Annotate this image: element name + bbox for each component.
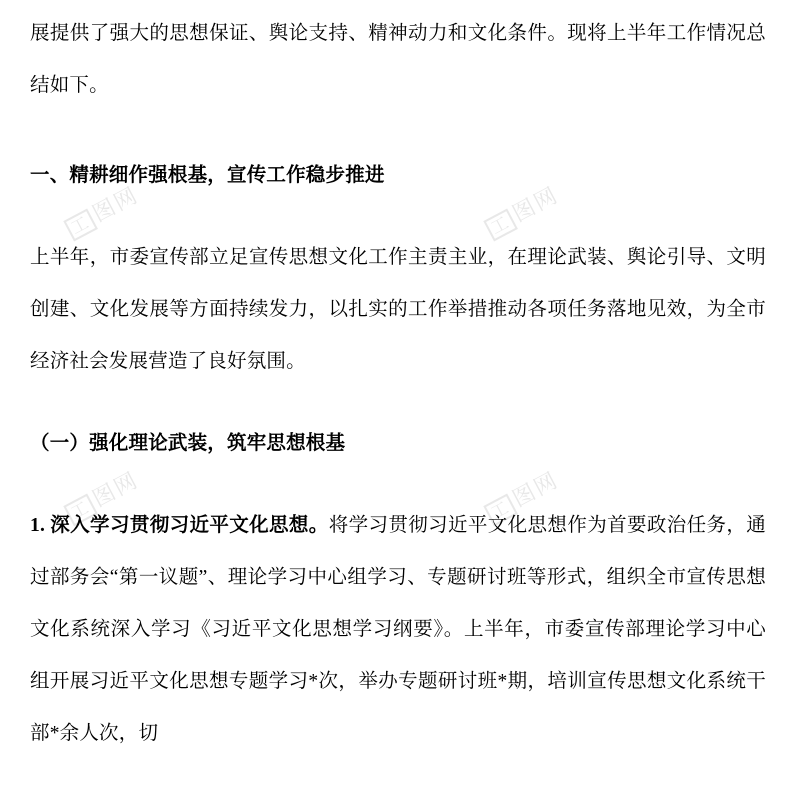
paragraph-item-one (30, 500, 766, 760)
paragraph-intro: 展提供了强大的思想保证、舆论支持、精神动力和文化条件。现将上半年工作情况总结如下。 (30, 23, 766, 96)
heading-subsection-one: （一）强化理论武装，筑牢思想根基 (30, 433, 346, 454)
watermark-box-text: 工 (483, 493, 518, 526)
spacer (30, 388, 766, 418)
document-body (30, 8, 766, 760)
heading-section-one: 一、精耕细作强根基，宣传工作稳步推进 (30, 165, 385, 186)
watermark-text: 图网 (508, 466, 563, 512)
watermark-box-text: 工 (63, 493, 98, 526)
watermark-text: 图网 (88, 466, 143, 512)
watermark-text: 图网 (88, 181, 143, 227)
spacer (30, 112, 766, 150)
spacer (30, 470, 766, 500)
paragraph-section-one-intro: 上半年，市委宣传部立足宣传思想文化工作主责主业，在理论武装、舆论引导、文明创建、文化发展等方面持续发力，以扎实的工作举措推动各项任务落地见效，为全市经济社会发展营造了良好氛围。 (30, 247, 766, 372)
paragraph-item-one-lead: 1. 深入学习贯彻习近平文化思想。 (30, 515, 329, 536)
watermark-box-text: 工 (483, 208, 518, 241)
watermark-text: 图网 (508, 181, 563, 227)
paragraph-item-one-rest: 将学习贯彻习近平文化思想作为首要政治任务，通过部务会“第一议题”、理论学习中心组学习、专题研讨班等形式，组织全市宣传思想文化系统深入学习《习近平文化思想学习纲要》。上半年，市委宣传部理论学习中心组开展习近平文化思想专题学习*次，举办专题研讨班*期，培训宣传思想文化系统干部*余人次，切 (30, 515, 766, 744)
spacer (30, 202, 766, 232)
watermark-box-text: 工 (63, 208, 98, 241)
